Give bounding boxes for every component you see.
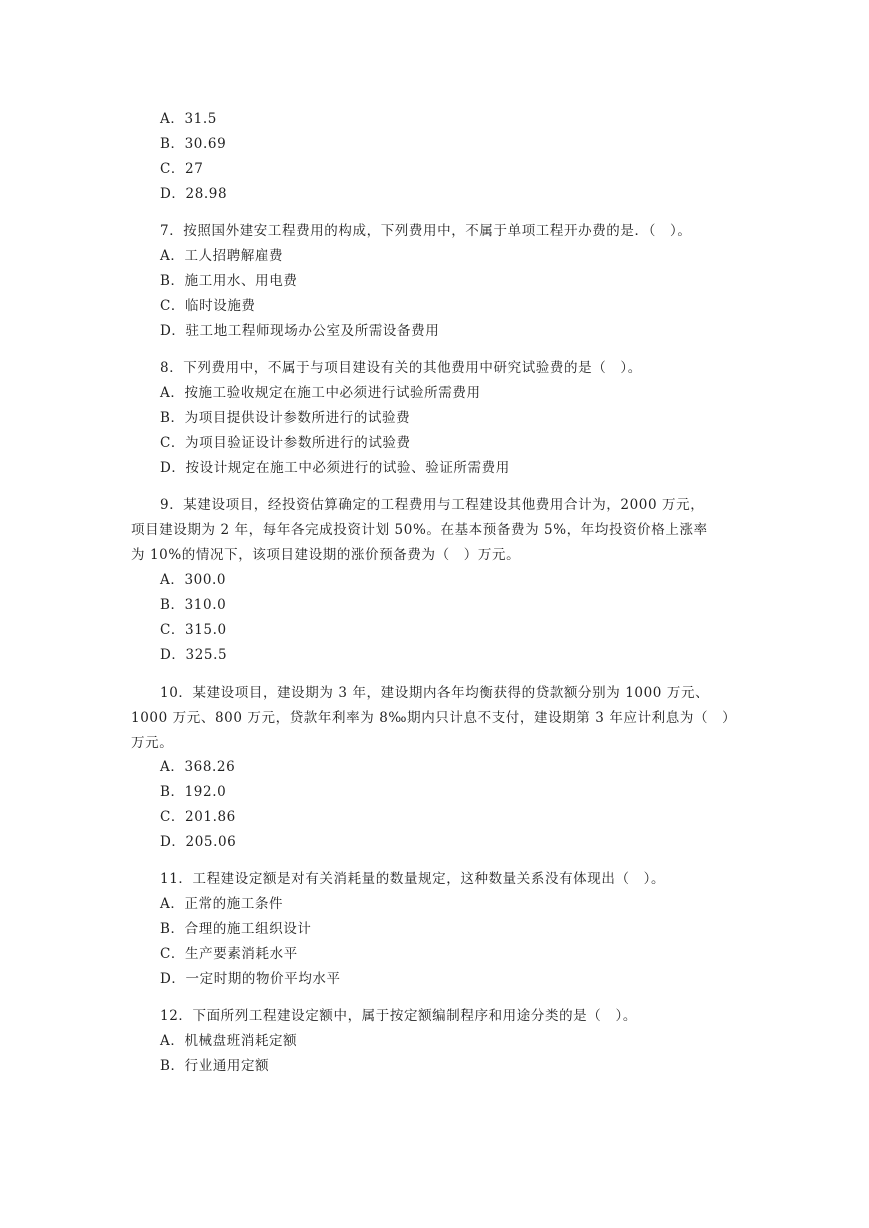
- question-10-text-line-2: 1000 万元、800 万元，贷款年利率为 8‰期内只计息不支付，建设期第 3 年应计利息为（ ）: [131, 710, 737, 726]
- question-12-option-a: A．机械盘班消耗定额: [160, 1033, 298, 1049]
- question-9-option-a: A．300.0: [160, 572, 227, 588]
- question-9-text-line-2: 项目建设期为 2 年，每年各完成投资计划 50%。在基本预备费为 5%，年均投资价格上涨率: [131, 522, 708, 538]
- question-8-option-c: C．为项目验证设计参数所进行的试验费: [160, 435, 411, 451]
- question-9-option-b: B．310.0: [160, 597, 227, 613]
- question-10-option-a: A．368.26: [160, 759, 236, 775]
- question-9-text-line-3: 为 10%的情况下，该项目建设期的涨价预备费为（ ）万元。: [131, 547, 521, 563]
- question-11-text: 11．工程建设定额是对有关消耗量的数量规定，这种数量关系没有体现出（ ）。: [160, 871, 666, 887]
- question-10-text-line-3: 万元。: [131, 735, 174, 751]
- question-10-option-b: B．192.0: [160, 784, 227, 800]
- question-11-option-b: B．合理的施工组织设计: [160, 921, 312, 937]
- question-10-option-c: C．201.86: [160, 809, 236, 825]
- question-10-option-d: D．205.06: [160, 834, 237, 850]
- question-11-option-d: D．一定时期的物价平均水平: [160, 971, 341, 987]
- question-7-option-b: B．施工用水、用电费: [160, 273, 298, 289]
- question-7-option-d: D．驻工地工程师现场办公室及所需设备费用: [160, 323, 440, 339]
- prev-option-a: A．31.5: [160, 111, 217, 127]
- question-7-text: 7．按照国外建安工程费用的构成，下列费用中，不属于单项工程开办费的是．（ ）。: [160, 223, 692, 239]
- question-9-option-c: C．315.0: [160, 622, 227, 638]
- question-9-text-line-1: 9．某建设项目，经投资估算确定的工程费用与工程建设其他费用合计为，2000 万元，: [160, 497, 705, 513]
- question-12-text: 12．下面所列工程建设定额中，属于按定额编制程序和用途分类的是（ ）。: [160, 1008, 637, 1024]
- prev-option-b: B．30.69: [160, 136, 227, 152]
- prev-option-d: D．28.98: [160, 186, 228, 202]
- question-8-option-a: A．按施工验收规定在施工中必须进行试验所需费用: [160, 385, 481, 401]
- question-8-text: 8．下列费用中，不属于与项目建设有关的其他费用中研究试验费的是（ ）。: [160, 360, 642, 376]
- question-10-text-line-1: 10．某建设项目，建设期为 3 年，建设期内各年均衡获得的贷款额分别为 1000 万元、: [160, 685, 710, 701]
- question-7-option-c: C．临时设施费: [160, 298, 256, 314]
- prev-option-c: C．27: [160, 161, 204, 177]
- question-8-option-d: D．按设计规定在施工中必须进行的试验、验证所需费用: [160, 460, 510, 476]
- question-12-option-b: B．行业通用定额: [160, 1058, 270, 1074]
- question-9-option-d: D．325.5: [160, 647, 228, 663]
- question-11-option-c: C．生产要素消耗水平: [160, 946, 298, 962]
- question-11-option-a: A．正常的施工条件: [160, 896, 284, 912]
- question-8-option-b: B．为项目提供设计参数所进行的试验费: [160, 410, 411, 426]
- question-7-option-a: A．工人招聘解雇费: [160, 248, 284, 264]
